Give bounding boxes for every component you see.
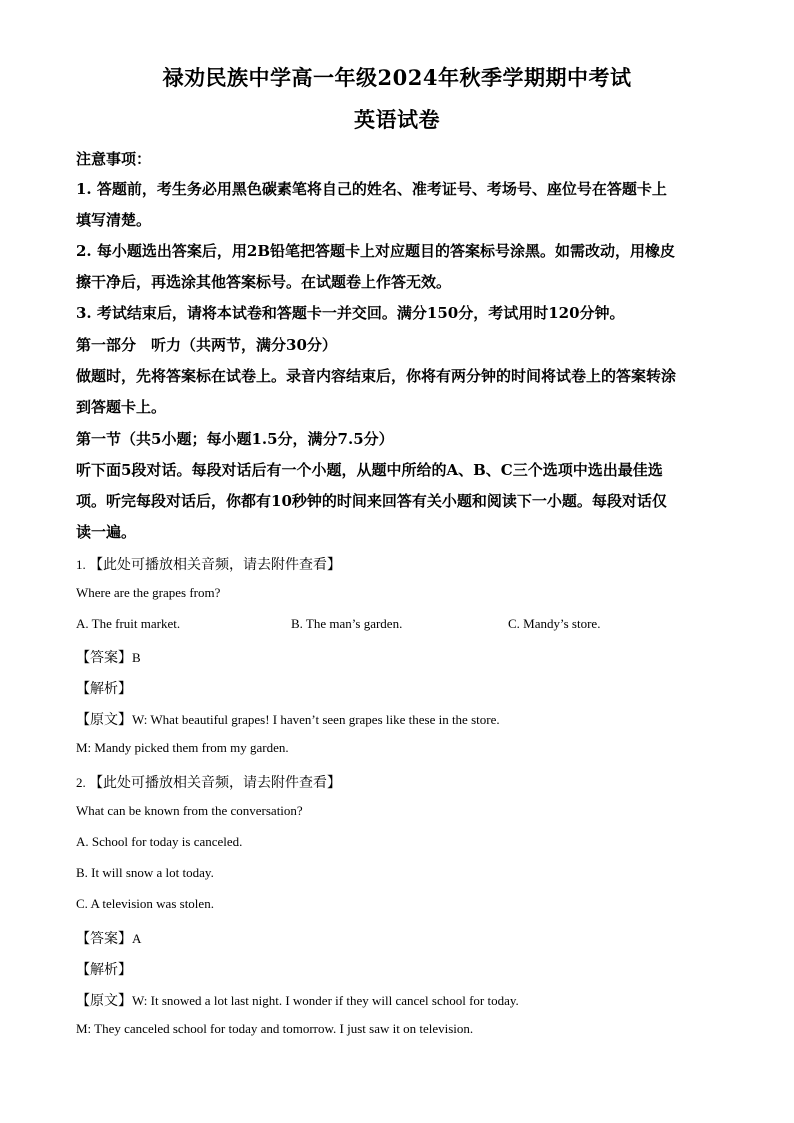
question-2-transcript-line-1 bbox=[76, 990, 519, 1010]
analysis-label: 【解析】 bbox=[76, 963, 132, 978]
question-1-transcript-line-1 bbox=[76, 709, 500, 729]
question-1-option-c: C. Mandy’s store. bbox=[508, 616, 601, 631]
question-1-text: Where are the grapes from? bbox=[76, 585, 221, 600]
exam-title: 禄劝民族中学高一年级2024年秋季学期期中考试 bbox=[162, 65, 632, 90]
section1-instr-line-2: 项。听完每段对话后，你都有10秒钟的时间来回答有关小题和阅读下一小题。每段对话仅 bbox=[76, 492, 667, 510]
section1-heading: 第一节（共5小题；每小题1.5分，满分7.5分） bbox=[76, 430, 394, 448]
part1-instr-line-2: 到答题卡上。 bbox=[76, 398, 167, 416]
question-number: 1. bbox=[76, 557, 86, 572]
part1-instr-line-1: 做题时，先将答案标在试卷上。录音内容结束后，你将有两分钟的时间将试卷上的答案转涂 bbox=[76, 367, 677, 385]
question-2-analysis-label bbox=[76, 959, 132, 979]
notice-item-1-line-1: 1. 答题前，考生务必用黑色碳素笔将自己的姓名、准考证号、考场号、座位号在答题卡上 bbox=[76, 180, 667, 198]
section1-instr-line-3: 读一遍。 bbox=[76, 523, 137, 541]
transcript-label: 【原文】 bbox=[76, 994, 132, 1009]
question-number: 2. bbox=[76, 775, 86, 790]
section1-instr-line-1: 听下面5段对话。每段对话后有一个小题，从题中所给的A、B、C三个选项中选出最佳选 bbox=[76, 461, 663, 479]
notice-item-2-line-2: 擦干净后，再选涂其他答案标号。在试题卷上作答无效。 bbox=[76, 273, 452, 291]
question-2-answer bbox=[76, 928, 141, 948]
answer-label: 【答案】 bbox=[76, 651, 132, 666]
transcript-text: W: It snowed a lot last night. I wonder if they will cancel school for today. bbox=[132, 993, 519, 1008]
transcript-label: 【原文】 bbox=[76, 713, 132, 728]
question-1-analysis-label bbox=[76, 678, 132, 698]
answer-label: 【答案】 bbox=[76, 932, 132, 947]
part1-heading: 第一部分 听力（共两节，满分30分） bbox=[76, 336, 337, 354]
question-1-header bbox=[76, 554, 341, 574]
answer-value: A bbox=[132, 931, 142, 946]
question-1-option-a: A. The fruit market. bbox=[76, 616, 181, 631]
question-1-answer bbox=[76, 647, 141, 667]
notice-item-2-line-1: 2. 每小题选出答案后，用2B铅笔把答题卡上对应题目的答案标号涂黑。如需改动，用橡皮 bbox=[76, 242, 676, 260]
question-2-transcript-line-2: M: They canceled school for today and tomorrow. I just saw it on television. bbox=[76, 1021, 474, 1036]
audio-note: 【此处可播放相关音频，请去附件查看】 bbox=[89, 776, 341, 791]
notice-item-1-line-2: 填写清楚。 bbox=[76, 211, 152, 229]
question-2-option-c: C. A television was stolen. bbox=[76, 896, 214, 911]
question-2-header bbox=[76, 772, 341, 792]
question-1-option-b: B. The man’s garden. bbox=[291, 616, 403, 631]
question-2-text: What can be known from the conversation? bbox=[76, 803, 303, 818]
notice-item-3: 3. 考试结束后，请将本试卷和答题卡一并交回。满分150分，考试用时120分钟。 bbox=[76, 304, 625, 322]
notice-heading: 注意事项： bbox=[76, 150, 152, 168]
question-2-option-a: A. School for today is canceled. bbox=[76, 834, 243, 849]
analysis-label: 【解析】 bbox=[76, 682, 132, 697]
exam-subtitle: 英语试卷 bbox=[354, 107, 440, 132]
question-1-transcript-line-2: M: Mandy picked them from my garden. bbox=[76, 740, 289, 755]
question-2-option-b: B. It will snow a lot today. bbox=[76, 865, 214, 880]
audio-note: 【此处可播放相关音频，请去附件查看】 bbox=[89, 558, 341, 573]
transcript-text: W: What beautiful grapes! I haven’t seen grapes like these in the store. bbox=[132, 712, 500, 727]
answer-value: B bbox=[132, 650, 141, 665]
